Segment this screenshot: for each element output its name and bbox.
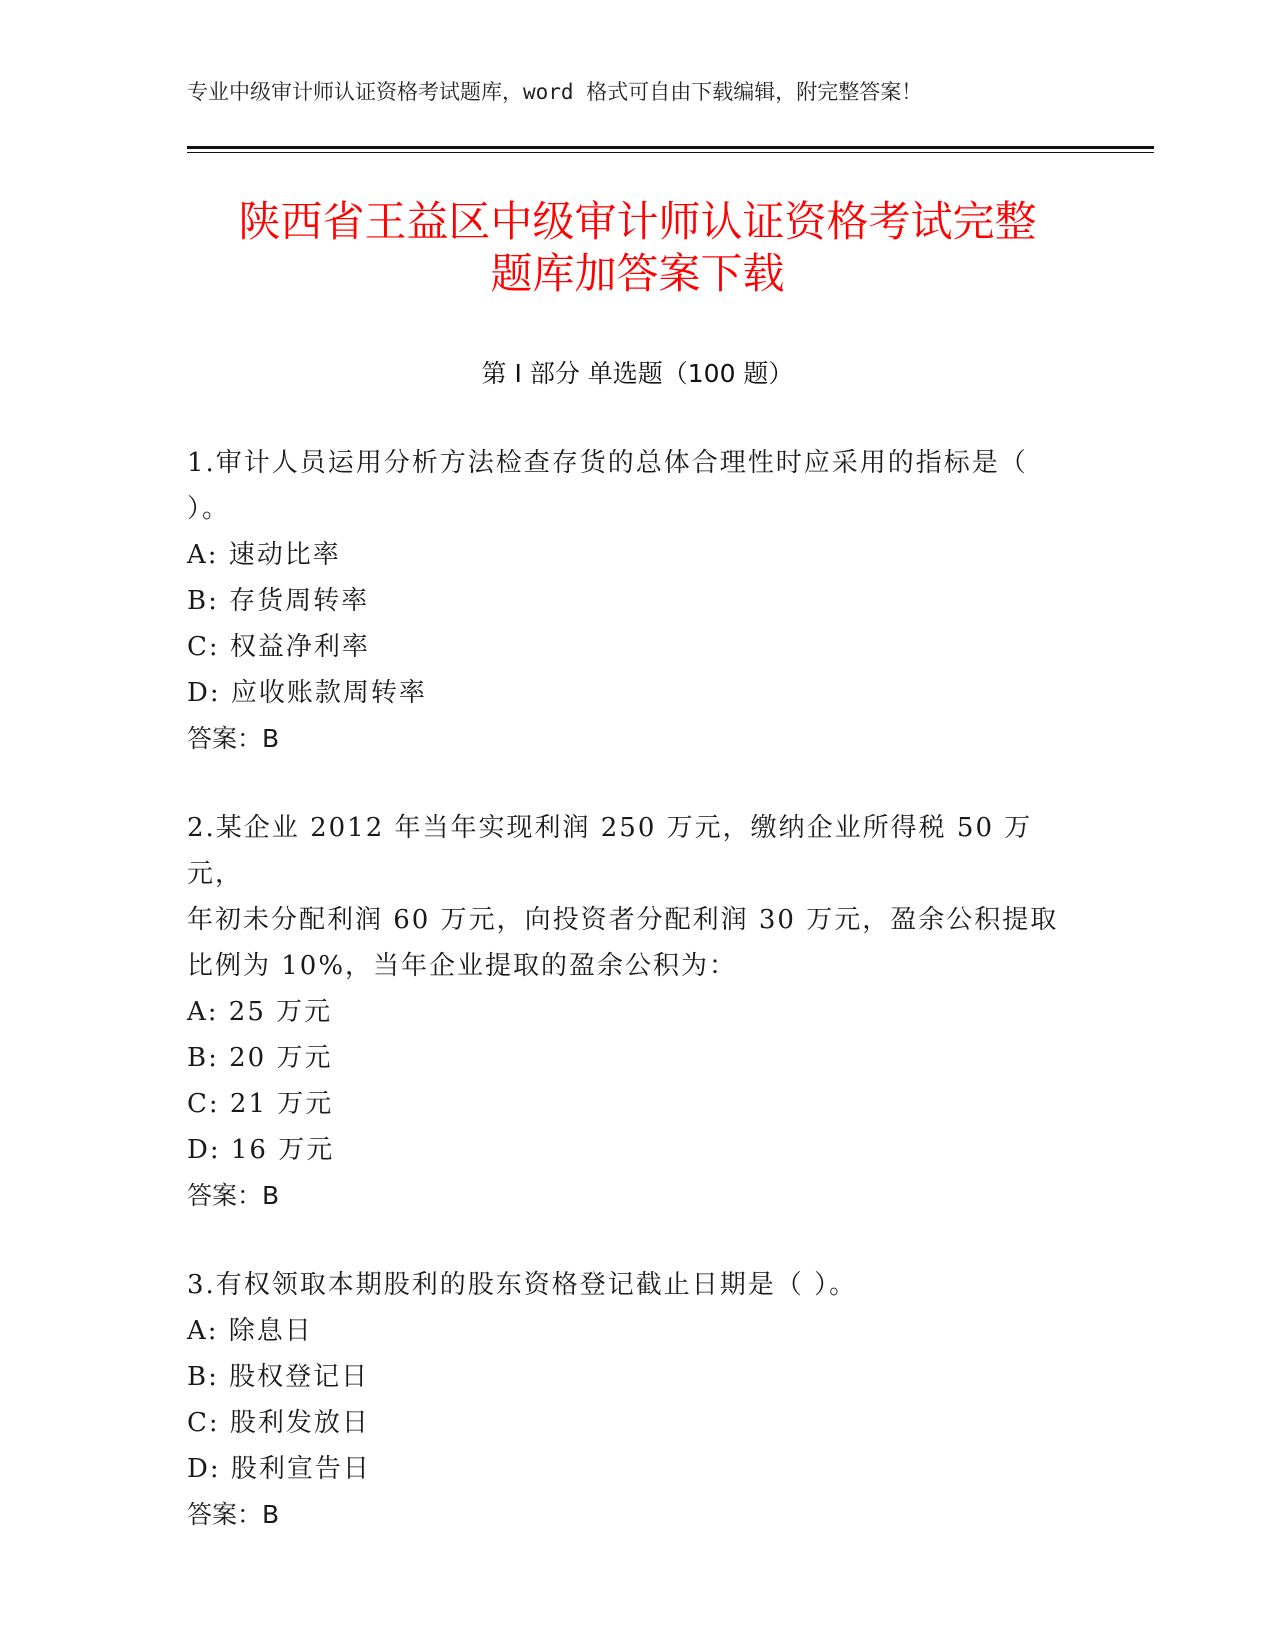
answer-label: 答案：B [187,724,280,753]
answer-label: 答案：B [187,1181,280,1210]
option-c: C: 股利发放日 [187,1408,370,1438]
document-title [187,196,1088,300]
header-note: 专业中级审计师认证资格考试题库，word 格式可自由下载编辑，附完整答案！ [187,80,923,104]
option-a: A: 除息日 [187,1316,313,1346]
question-stem-line: 比例为 10%，当年企业提取的盈余公积为： [187,951,738,981]
question-stem-line: 3.有权领取本期股利的股东资格登记截止日期是（ ）。 [187,1270,858,1300]
question-stem-line: ）。 [187,494,231,524]
option-d: D: 应收账款周转率 [187,678,427,708]
option-d: D: 16 万元 [187,1135,335,1165]
option-b: B: 股权登记日 [187,1362,370,1392]
option-b: B: 存货周转率 [187,586,370,616]
question-3 [187,1262,1067,1538]
option-b: B: 20 万元 [187,1043,333,1073]
option-a: A: 速动比率 [187,540,341,570]
question-1 [187,440,1067,762]
question-2 [187,805,1067,1219]
option-c: C: 21 万元 [187,1089,334,1119]
question-stem-line: 2.某企业 2012 年当年实现利润 250 万元，缴纳企业所得税 50 万元， [187,813,1033,889]
option-c: C: 权益净利率 [187,632,370,662]
header-rule-thin [187,152,1154,153]
document-title-line-1: 陕西省王益区中级审计师认证资格考试完整 [238,197,1037,246]
option-d: D: 股利宣告日 [187,1454,371,1484]
section-title: 第 I 部分 单选题（100 题） [481,359,794,388]
question-stem-line: 年初未分配利润 60 万元，向投资者分配利润 30 万元，盈余公积提取 [187,905,1059,935]
answer-label: 答案：B [187,1500,280,1529]
question-stem-line: 1.审计人员运用分析方法检查存货的总体合理性时应采用的指标是（ [187,448,1028,478]
header-rule-thick [187,146,1154,149]
question-list [187,440,1067,1581]
document-title-line-2: 题库加答案下载 [490,249,785,298]
option-a: A: 25 万元 [187,997,333,1027]
